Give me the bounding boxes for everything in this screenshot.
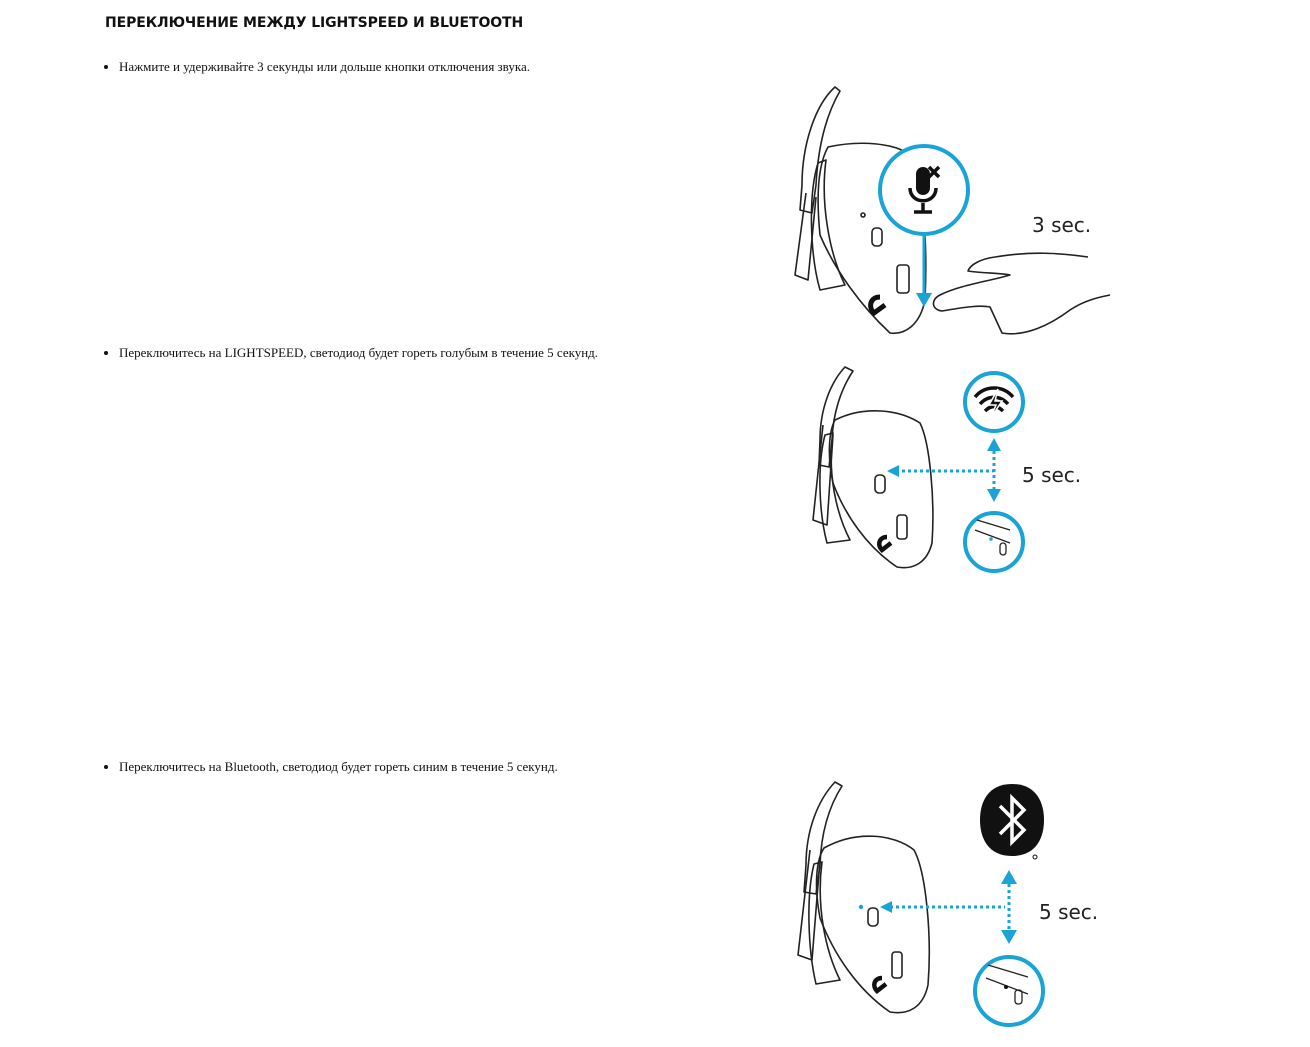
list-item [104, 345, 598, 361]
lightspeed-wireless-icon [965, 373, 1023, 431]
figure-mute-hold [790, 85, 1120, 345]
page-title: ПЕРЕКЛЮЧЕНИЕ МЕЖДУ LIGHTSPEED И BLUETOOTH [105, 15, 524, 31]
mic-mute-icon [880, 146, 968, 234]
list-item [104, 759, 558, 775]
bullet-dot [104, 765, 108, 769]
step-text: Переключитесь на LIGHTSPEED, светодиод будет гореть голубым в течение 5 секунд. [119, 345, 599, 360]
list-item [104, 59, 530, 75]
duration-label: 5 sec. [1039, 900, 1099, 924]
g-logo [871, 297, 885, 313]
headset-icon [813, 367, 933, 568]
hand-icon [933, 253, 1110, 334]
g-logo [874, 978, 886, 991]
bullet-dot [104, 65, 108, 69]
arrow-head-up [987, 438, 1001, 451]
arrow-head [887, 465, 899, 477]
step-text: Переключитесь на Bluetooth, светодиод будет гореть синим в течение 5 секунд. [119, 759, 558, 774]
led-closeup [965, 513, 1023, 571]
bullet-dot [104, 351, 108, 355]
arrow-head-up [1001, 870, 1017, 884]
duration-label: 3 sec. [1032, 213, 1092, 237]
figure-bluetooth [790, 780, 1110, 1035]
arrow-head [880, 901, 892, 913]
g-logo [879, 537, 891, 550]
arrow-head [916, 293, 932, 307]
duration-label: 5 sec. [1022, 463, 1082, 487]
bluetooth-icon [980, 784, 1044, 859]
headset-icon [798, 782, 929, 1013]
arrow-head-down [1001, 930, 1017, 944]
step-text: Нажмите и удерживайте 3 секунды или дольше кнопки отключения звука. [119, 59, 531, 74]
led-closeup [975, 957, 1043, 1025]
figure-lightspeed [805, 365, 1095, 580]
arrow-head-down [987, 489, 1001, 502]
